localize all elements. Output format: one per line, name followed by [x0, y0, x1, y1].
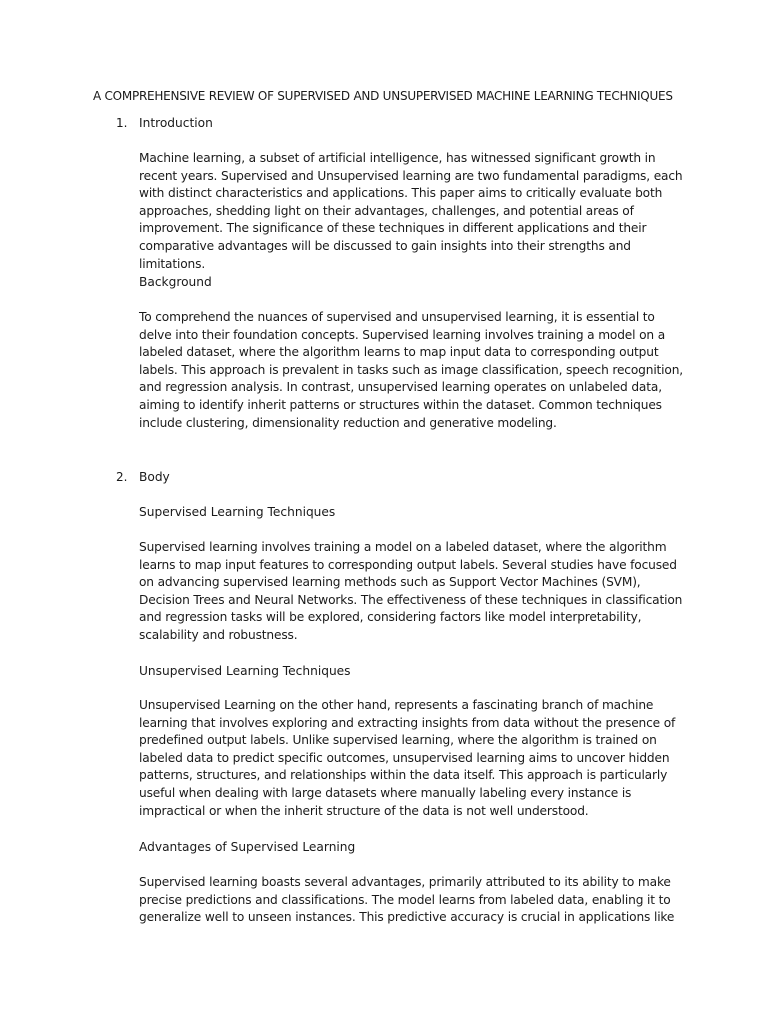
unsupervised-techniques-heading: Unsupervised Learning Techniques — [139, 664, 351, 678]
section-2-number: 2. — [116, 470, 128, 484]
supervised-techniques-heading: Supervised Learning Techniques — [139, 505, 336, 519]
section-1-heading: Introduction — [139, 116, 213, 130]
section-2-heading: Body — [139, 470, 170, 484]
introduction-paragraph: Machine learning, a subset of artificial intelligence, has witnessed significant growth in recent years. Supervised and Unsupervised learning are two fundamental paradigms, each with distinct characteristics and applications. This paper aims to critically evaluate both approaches, shedding light on their advantages, challenges, and potential areas of improvement. The significance of these techniques in different applications and their comparative advantages will be discussed to gain insights into their strengths and limitations. — [139, 151, 683, 271]
supervised-advantages-paragraph: Supervised learning boasts several advantages, primarily attributed to its ability to make precise predictions and classifications. The model learns from labeled data, enabling it to generalize well to unseen instances. This predictive accuracy is crucial in applications like — [139, 875, 675, 925]
unsupervised-techniques-paragraph: Unsupervised Learning on the other hand, represents a fascinating branch of machine learning that involves exploring and extracting insights from data without the presence of predefined output labels. Unlike supervised learning, where the algorithm is trained on labeled data to predict specific outcomes, unsupervised learning aims to uncover hidden patterns, structures, and relationships within the data itself. This approach is particularly useful when dealing with large datasets where manually labeling every instance is impractical or when the inherit structure of the data is not well understood. — [139, 698, 676, 818]
supervised-techniques-paragraph: Supervised learning involves training a model on a labeled dataset, where the algorithm learns to map input features to corresponding output labels. Several studies have focused on advancing supervised learning methods such as Support Vector Machines (SVM), Decision Trees and Neural Networks. The effectiveness of these techniques in classification and regression tasks will be explored, considering factors like model interpretability, scalability and robustness. — [139, 540, 683, 642]
document-title: A COMPREHENSIVE REVIEW OF SUPERVISED AND UNSUPERVISED MACHINE LEARNING TECHNIQUES — [93, 89, 673, 103]
supervised-advantages-heading: Advantages of Supervised Learning — [139, 840, 356, 854]
section-1-number: 1. — [116, 116, 128, 130]
background-heading: Background — [139, 275, 212, 289]
background-paragraph: To comprehend the nuances of supervised and unsupervised learning, it is essential to delve into their foundation concepts. Supervised learning involves training a model on a labeled dataset, where the algorithm learns to map input data to corresponding output labels. This approach is prevalent in tasks such as image classification, speech recognition, and regression analysis. In contrast, unsupervised learning operates on unlabeled data, aiming to identify inherit patterns or structures within the dataset. Common techniques include clustering, dimensionality reduction and generative modeling. — [139, 310, 684, 430]
